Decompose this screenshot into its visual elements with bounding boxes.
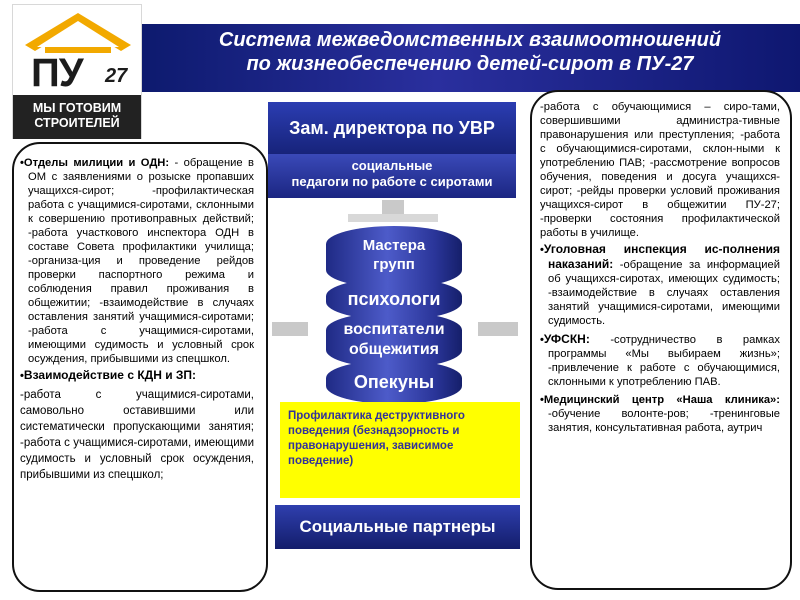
connector-left <box>272 322 308 336</box>
ufskn-title: УФСКН: <box>543 332 590 346</box>
cylinder-dorm-educators <box>326 312 462 368</box>
prevention-box: Профилактика деструктивного поведения (безнадзорность и правонарушения, зависимое поведение) <box>280 402 520 498</box>
cylinder-guardians-label: Опекуны <box>353 372 435 392</box>
social-pedagogues-banner <box>268 154 516 198</box>
ufskn-block <box>540 332 780 389</box>
page-title <box>150 28 790 76</box>
bullet-icon: • <box>540 334 544 346</box>
right-intro-text: -работа с обучающимися – сиро-тами, совершившими администра-тивные правонарушения или преступления; -работа с обучающимися-сиротами, склон-ными к употреблению ПАВ; -рассмотрение вопросов обучения, поведения и досуга учащихся-сирот; -рейды проверки условий проживания учащихся-сирот в общежитии ПУ-27; -проверки состояния профилактической работы в училище. <box>540 101 780 239</box>
logo-letters: ПУ <box>31 51 83 95</box>
police-text: - обращение в ОМ с заявлениями о розыске пропавших учащихся-сирот; -профилактическая работа с учащимися-сиротами, склонными к совершению противоправных действий; -работа участкового инспектора ОДН в составе Совета профилактики училища; -организа-ция и проведение рейдов проверки паспортного режима и соблюдения правил проживания в общежитии; -взаимодействие в случаях оставления занятий учащимися-сиротами; -работа с учащимися-сиротами, имеющими судимость и условный срок осуждения, прибывшими из спецшкол. <box>28 157 254 365</box>
right-panel <box>530 90 792 590</box>
social-pedagogues-line-2: педагоги по работе с сиротами <box>291 174 493 189</box>
social-pedagogues-line-1: социальные <box>351 158 433 173</box>
cylinder-masters-line-2: групп <box>373 256 415 273</box>
title-line-2: по жизнеобеспечению детей-сирот в ПУ-27 <box>246 53 694 75</box>
ufskn-text: -сотрудничество в рамках программы «Мы выбираем жизнь»; -привлечение к работе с обучающимися, склонными к употреблению ПАВ. <box>548 334 780 388</box>
medical-center-block <box>540 393 780 435</box>
kdn-text: -работа с учащимися-сиротами, самовольно оставившими или систематически пропускающими занятия; -работа с учащимися-сиротами, имеющими судимость и условный срок осуждения, прибывшими из спецшкол; <box>20 389 254 481</box>
logo-number: 27 <box>105 65 128 87</box>
connector-top-bar <box>348 214 438 222</box>
police-block <box>20 156 254 366</box>
deputy-director-banner: Зам. директора по УВР <box>268 102 516 154</box>
criminal-inspection-block <box>540 242 780 328</box>
criminal-inspection-title: Уголовная инспекция ис-полнения наказаний: <box>543 242 780 271</box>
connector-right <box>478 322 518 336</box>
left-panel <box>12 142 268 592</box>
title-line-1: Система межведомственных взаимоотношений <box>218 29 722 51</box>
social-partners-banner: Социальные партнеры <box>275 505 520 549</box>
bullet-icon: • <box>20 370 24 382</box>
criminal-inspection-text: -обращение за информацией об учащихся-сиротах, имеющих судимость; -взаимодействие в случаях оставления занятий учащимися-сиротами, имеющими судимость. <box>548 259 780 327</box>
bullet-icon: • <box>540 394 544 406</box>
cylinder-dorm-educators-line-1: воспитатели <box>343 321 445 338</box>
cylinder-masters <box>326 226 462 288</box>
kdn-title: Взаимодействие с КДН и ЗП: <box>23 368 197 382</box>
medical-center-title: Медицинский центр «Наша клиника»: <box>543 394 780 406</box>
logo-slogan-line-1: МЫ ГОТОВИМ <box>32 101 122 115</box>
logo-slogan <box>13 95 141 139</box>
bullet-icon: • <box>20 157 24 169</box>
logo-slogan-line-2: СТРОИТЕЛЕЙ <box>34 116 120 130</box>
medical-center-text: -обучение волонте-ров; -тренинговые занятия, консультативная работа, аутрич <box>548 408 780 434</box>
cylinder-psychologists-label: психологи <box>347 289 441 309</box>
bullet-icon: • <box>540 244 544 256</box>
kdn-block <box>20 368 254 383</box>
cylinder-dorm-educators-line-2: общежития <box>348 341 440 358</box>
cylinder-masters-line-1: Мастера <box>362 237 426 254</box>
police-title: Отделы милиции и ОДН: <box>23 157 170 169</box>
logo <box>12 4 142 139</box>
